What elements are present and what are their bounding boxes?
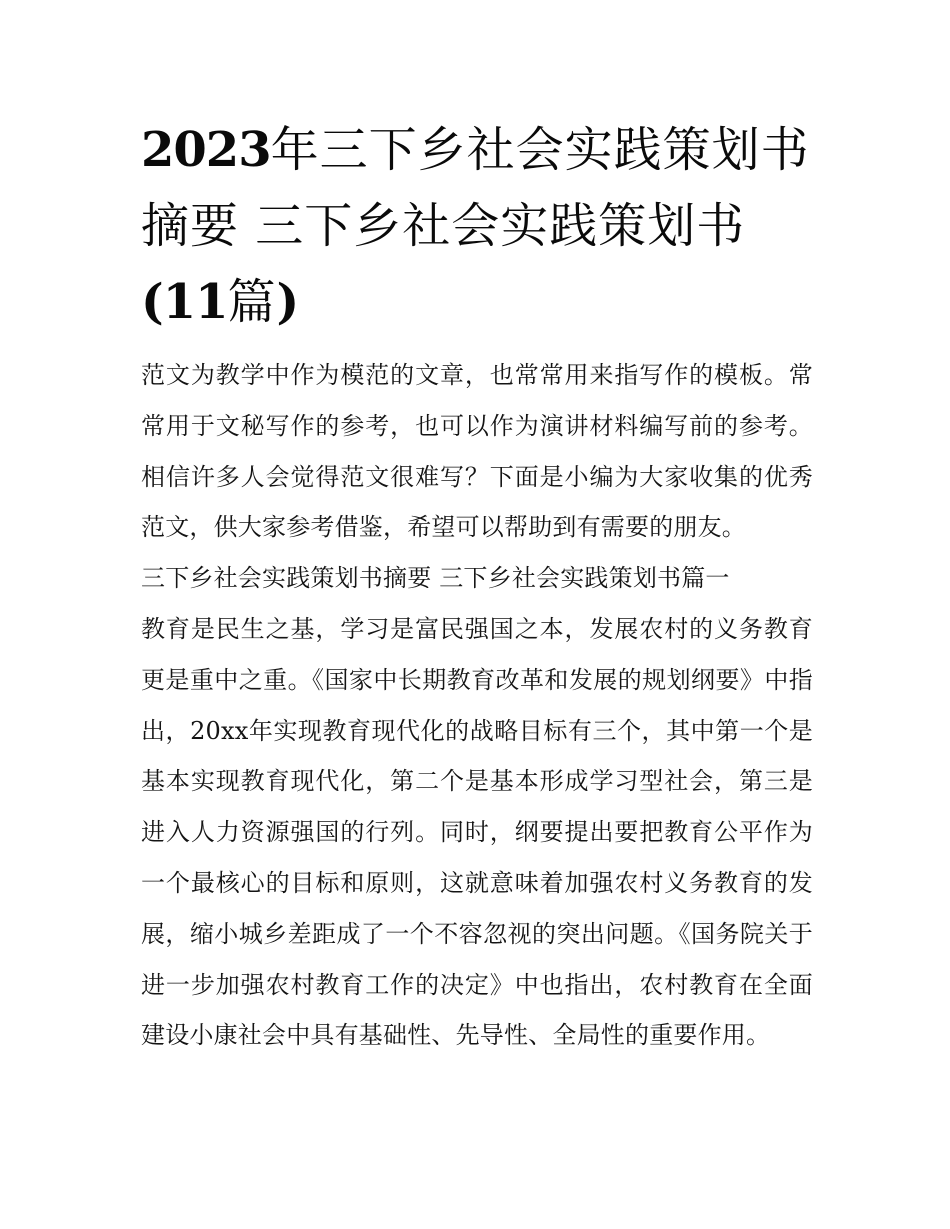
document-title	[141, 112, 813, 340]
document-content	[141, 112, 813, 1061]
title-count-close: )	[276, 274, 299, 330]
title-line1-text: 年三下乡社会实践策划书	[270, 122, 810, 178]
title-year: 2023	[141, 122, 271, 178]
title-count-word: 篇	[227, 274, 277, 330]
document-body	[141, 350, 813, 1061]
section-heading: 三下乡社会实践策划书摘要 三下乡社会实践策划书篇一	[141, 564, 730, 593]
intro-paragraph: 范文为教学中作为模范的文章，也常常用来指写作的模板。常常用于文秘写作的参考，也可以作为演讲材料编写前的参考。相信许多人会觉得范文很难写？下面是小编为大家收集的优秀范文，供大家参考借鉴，希望可以帮助到有需要的朋友。	[141, 361, 813, 542]
title-line2-text: 摘要 三下乡社会实践策划书	[141, 198, 746, 254]
title-count-open: (11	[141, 274, 228, 330]
body-paragraph: 教育是民生之基，学习是富民强国之本，发展农村的义务教育更是重中之重。《国家中长期教育改革和发展的规划纲要》中指出，20xx年实现教育现代化的战略目标有三个，其中第一个是基本实现教育现代化，第二个是基本形成学习型社会，第三是进入人力资源强国的行列。同时，纲要提出要把教育公平作为一个最核心的目标和原则，这就意味着加强农村义务教育的发展，缩小城乡差距成了一个不容忽视的突出问题。《国务院关于进一步加强农村教育工作的决定》中也指出，农村教育在全面建设小康社会中具有基础性、先导性、全局性的重要作用。	[141, 614, 813, 1050]
